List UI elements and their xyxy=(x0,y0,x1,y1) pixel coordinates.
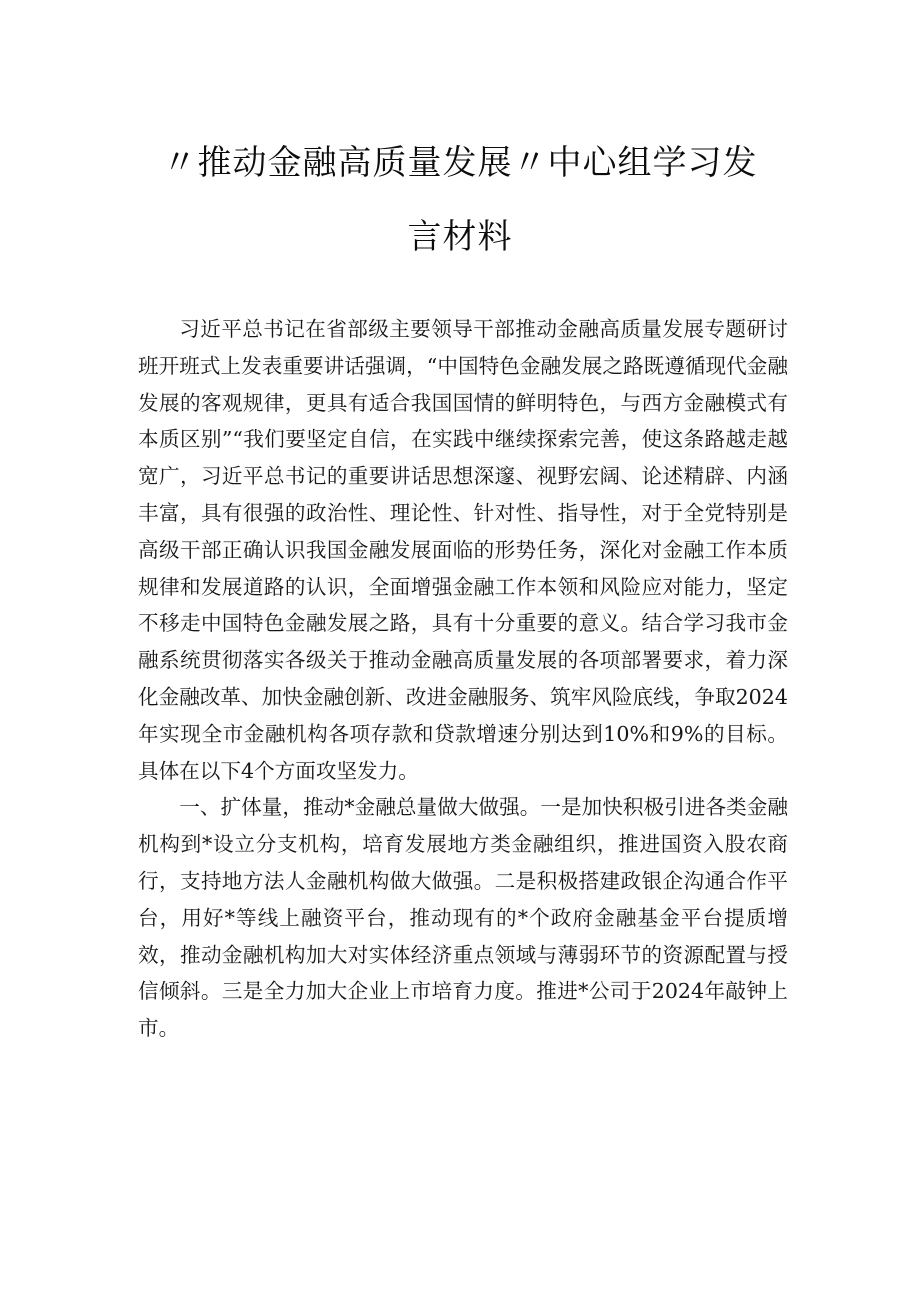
paragraph-section-one: 一、扩体量，推动*金融总量做大做强。一是加快积极引进各类金融机构到*设立分支机构，培育发展地方类金融组织，推进国资入股农商行，支持地方法人金融机构做大做强。二是积极搭建政银企沟通合作平台，用好*等线上融资平台，推动现有的*个政府金融基金平台提质增效，推动金融机构加大对实体经济重点领域与薄弱环节的资源配置与授信倾斜。三是全力加大企业上市培育力度。推进*公司于2024年敲钟上市。 xyxy=(138,795,788,1041)
document-title: 〃推动金融高质量发展〃中心组学习发言材料 xyxy=(162,143,758,257)
document-body xyxy=(138,311,788,1047)
paragraph-intro: 习近平总书记在省部级主要领导干部推动金融高质量发展专题研讨班开班式上发表重要讲话强调，“中国特色金融发展之路既遵循现代金融发展的客观规律，更具有适合我国国情的鲜明特色，与西方金融模式有本质区别”“我们要坚定自信，在实践中继续探索完善，使这条路越走越宽广，习近平总书记的重要讲话思想深邃、视野宏阔、论述精辟、内涵丰富，具有很强的政治性、理论性、针对性、指导性，对于全党特别是高级干部正确认识我国金融发展面临的形势任务，深化对金融工作本质规律和发展道路的认识，全面增强金融工作本领和风险应对能力，坚定不移走中国特色金融发展之路，具有十分重要的意义。结合学习我市金融系统贯彻落实各级关于推动金融高质量发展的各项部署要求，着力深化金融改革、加快金融创新、改进金融服务、筑牢风险底线，争取2024年实现全市金融机构各项存款和贷款增速分别达到10%和9%的目标。具体在以下4个方面攻坚发力。 xyxy=(138,317,788,783)
